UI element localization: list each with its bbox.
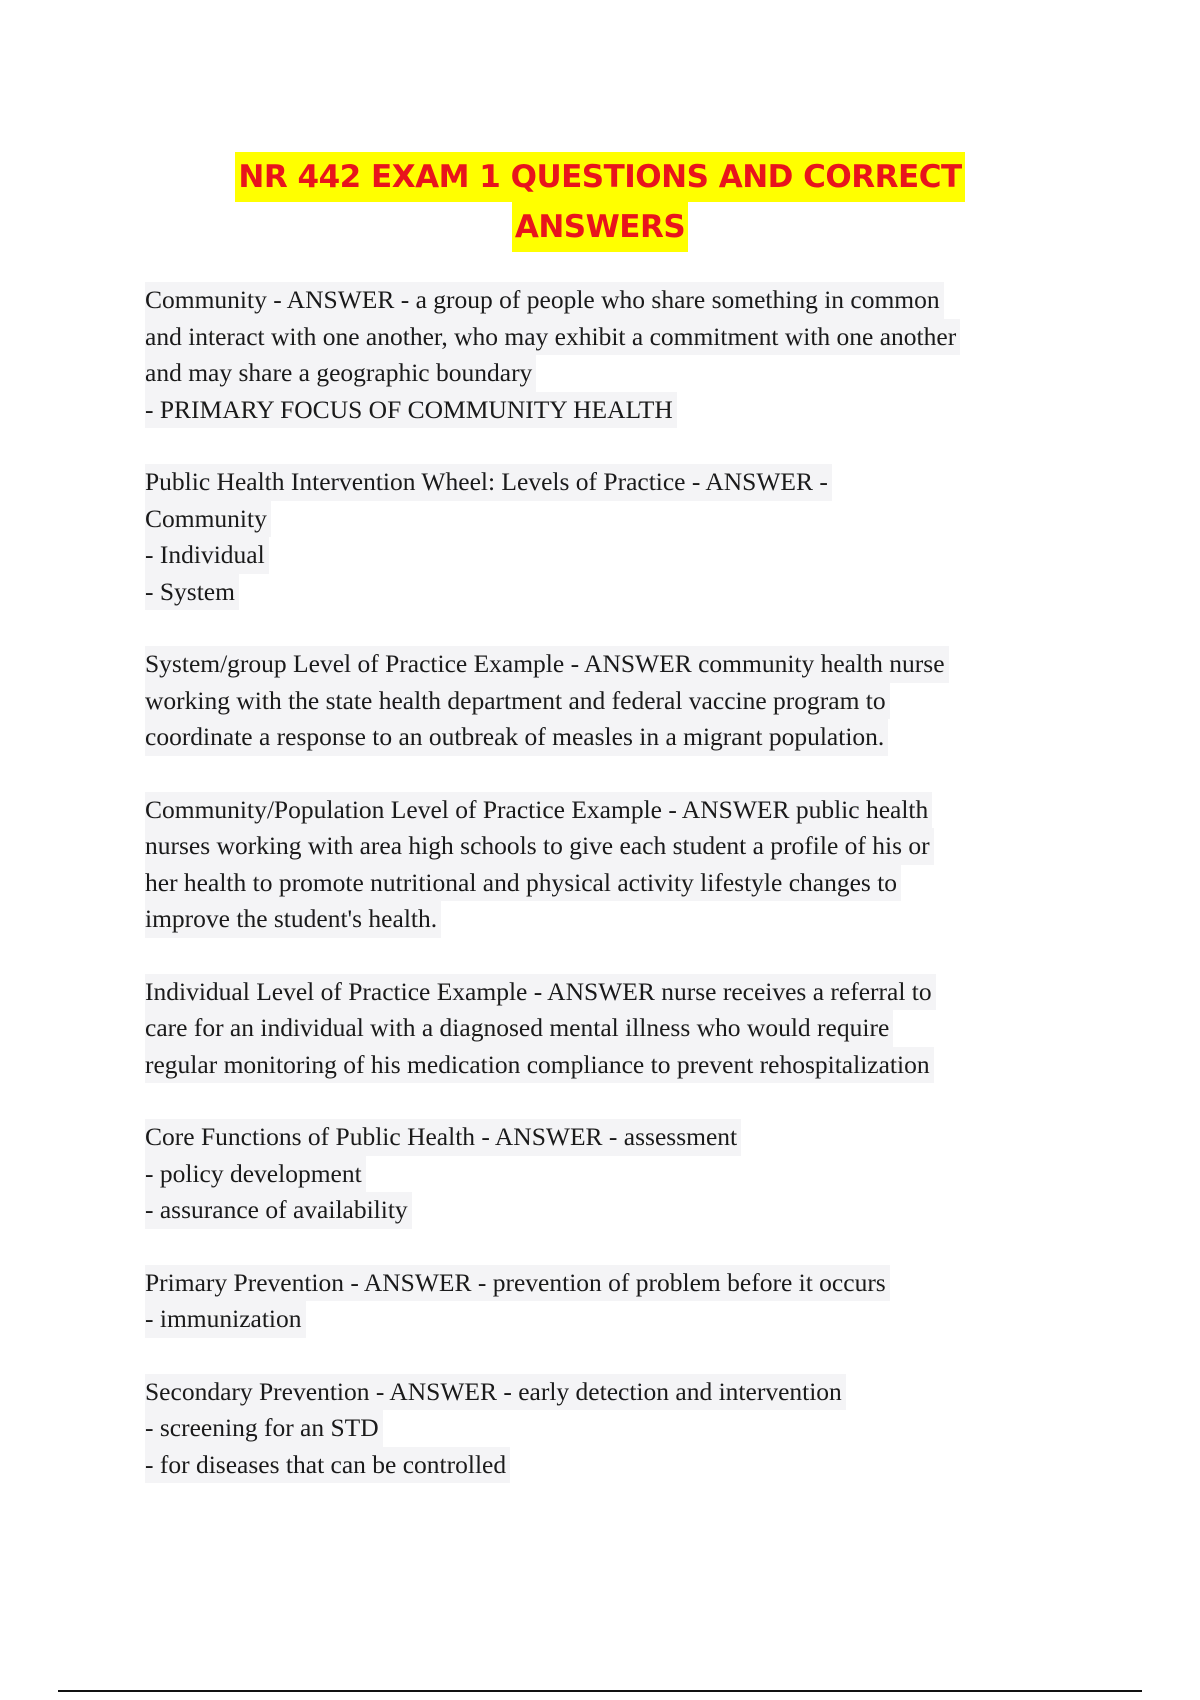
text-line: System/group Level of Practice Example - ANSWER community health nurse	[145, 646, 949, 683]
text-line: Community - ANSWER - a group of people who share something in common	[145, 282, 944, 319]
title-line-1: NR 442 EXAM 1 QUESTIONS AND CORRECT	[235, 152, 964, 202]
text-line: nurses working with area high schools to give each student a profile of his or	[145, 828, 934, 865]
qa-entry-core-functions	[145, 1119, 1085, 1229]
text-line: - for diseases that can be controlled	[145, 1447, 510, 1484]
text-line: and interact with one another, who may exhibit a commitment with one another	[145, 319, 960, 356]
document-title	[0, 152, 1200, 252]
qa-list	[145, 282, 1085, 1519]
text-line: - assurance of availability	[145, 1192, 412, 1229]
text-line: improve the student's health.	[145, 901, 441, 938]
qa-entry-system-level	[145, 646, 1085, 756]
qa-entry-community	[145, 282, 1085, 428]
text-line: Public Health Intervention Wheel: Levels of Practice - ANSWER -	[145, 464, 832, 501]
text-line: - Individual	[145, 537, 269, 574]
text-line: Primary Prevention - ANSWER - prevention of problem before it occurs	[145, 1265, 890, 1302]
text-line: Individual Level of Practice Example - ANSWER nurse receives a referral to	[145, 974, 936, 1011]
text-line: Community/Population Level of Practice Example - ANSWER public health	[145, 792, 932, 829]
text-line: working with the state health department and federal vaccine program to	[145, 683, 890, 720]
text-line: - screening for an STD	[145, 1410, 383, 1447]
text-line: and may share a geographic boundary	[145, 355, 536, 392]
text-line: her health to promote nutritional and physical activity lifestyle changes to	[145, 865, 901, 902]
text-line: - PRIMARY FOCUS OF COMMUNITY HEALTH	[145, 392, 677, 429]
qa-entry-primary-prevention	[145, 1265, 1085, 1338]
qa-entry-secondary-prevention	[145, 1374, 1085, 1484]
text-line: - System	[145, 574, 239, 611]
qa-entry-community-level	[145, 792, 1085, 938]
text-line: regular monitoring of his medication compliance to prevent rehospitalization	[145, 1047, 934, 1084]
text-line: Secondary Prevention - ANSWER - early detection and intervention	[145, 1374, 846, 1411]
text-line: coordinate a response to an outbreak of measles in a migrant population.	[145, 719, 888, 756]
qa-entry-intervention-wheel	[145, 464, 1085, 610]
qa-entry-individual-level	[145, 974, 1085, 1084]
text-line: - policy development	[145, 1156, 366, 1193]
page-bottom-rule	[58, 1690, 1142, 1692]
text-line: Community	[145, 501, 271, 538]
title-line-2: ANSWERS	[512, 202, 688, 252]
text-line: Core Functions of Public Health - ANSWER - assessment	[145, 1119, 741, 1156]
text-line: - immunization	[145, 1301, 306, 1338]
text-line: care for an individual with a diagnosed mental illness who would require	[145, 1010, 893, 1047]
